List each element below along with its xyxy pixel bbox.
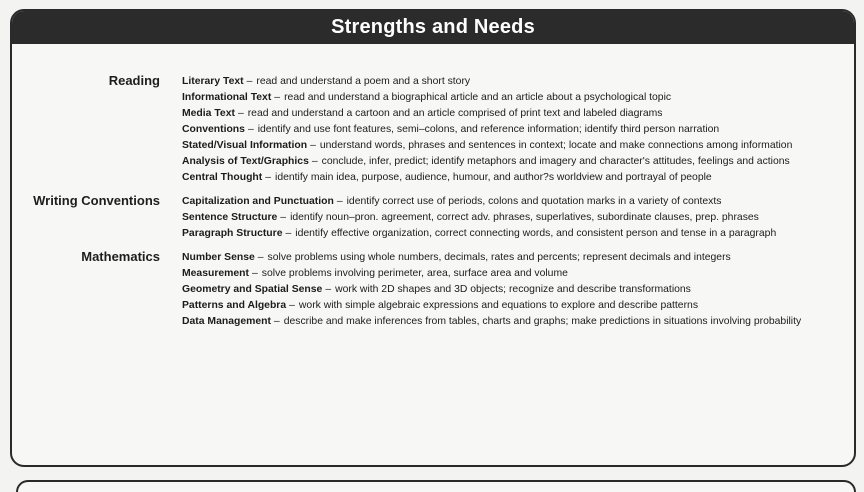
list-item [182,123,719,137]
list-item [182,211,759,225]
item-term: Capitalization and Punctuation [182,196,334,207]
item-desc: identify effective organization, correct connecting words, and consistent person and tense in a paragraph [295,228,777,239]
item-term: Conventions [182,124,245,135]
list-item [182,315,801,329]
list-item [182,91,671,105]
item-desc: read and understand a biographical article and an article about a psychological topic [284,92,672,103]
item-desc: read and understand a poem and a short story [256,76,471,87]
item-term: Informational Text [182,92,272,103]
item-term: Patterns and Algebra [182,300,287,311]
item-term: Sentence Structure [182,212,278,223]
separator: – [274,92,281,103]
panel-title: Strengths and Needs [331,16,535,38]
separator: – [246,76,253,87]
separator: – [325,284,332,295]
list-item [182,139,792,153]
list-item [182,267,568,281]
panel-header [12,11,854,44]
separator: – [336,196,343,207]
separator: – [280,212,287,223]
separator: – [310,140,316,151]
separator: – [252,268,258,279]
separator: – [311,156,318,167]
item-desc: read and understand a cartoon and an article comprised of print text and labeled diagrams [247,108,663,119]
item-term: Geometry and Spatial Sense [182,284,323,295]
section-label: Reading [108,73,160,88]
section-label: Mathematics [81,249,160,264]
item-desc: describe and make inferences from tables, charts and graphs; make predictions in situations involving probability [283,316,802,327]
list-item [182,195,721,209]
separator: – [257,252,264,263]
separator: – [273,316,280,327]
item-term: Central Thought [182,172,263,183]
item-desc: solve problems using whole numbers, decimals, rates and percents; represent decimals and integers [267,252,731,263]
list-item [182,155,790,169]
list-item [182,299,698,313]
item-desc: identify main idea, purpose, audience, humour, and author?s worldview and portrayal of people [275,172,712,183]
item-desc: identify correct use of periods, colons and quotation marks in a variety of contexts [346,196,722,207]
list-item [182,283,691,297]
list-item [182,227,776,241]
item-term: Number Sense [182,252,255,263]
item-desc: work with 2D shapes and 3D objects; recognize and describe transformations [335,284,691,295]
separator: – [285,228,292,239]
item-term: Data Management [182,316,271,327]
item-desc: work with simple algebraic expressions and equations to explore and describe patterns [298,300,699,311]
separator: – [247,124,254,135]
next-panel-edge [16,480,856,492]
item-term: Measurement [182,268,249,279]
item-term: Stated/Visual Information [182,140,308,151]
section-label: Writing Conventions [33,193,160,208]
list-item [182,75,470,89]
strengths-needs-panel [10,9,856,467]
item-term: Analysis of Text/Graphics [182,156,309,167]
separator: – [237,108,244,119]
list-item [182,107,662,121]
list-item [182,251,731,265]
list-item [182,171,712,185]
separator: – [289,300,295,311]
item-desc: identify noun–pron. agreement, correct adv. phrases, superlatives, subordinate clauses, prep. phrases [290,212,759,223]
item-term: Media Text [182,108,235,119]
item-desc: conclude, infer, predict; identify metaphors and imagery and character's attitudes, feelings and actions [321,156,790,167]
item-desc: understand words, phrases and sentences in context; locate and make connections among information [319,140,793,151]
item-term: Paragraph Structure [182,228,283,239]
item-term: Literary Text [182,76,244,87]
item-desc: solve problems involving perimeter, area, surface area and volume [261,268,568,279]
separator: – [265,172,272,183]
item-desc: identify and use font features, semi–colons, and reference information; identify third person narration [257,124,720,135]
